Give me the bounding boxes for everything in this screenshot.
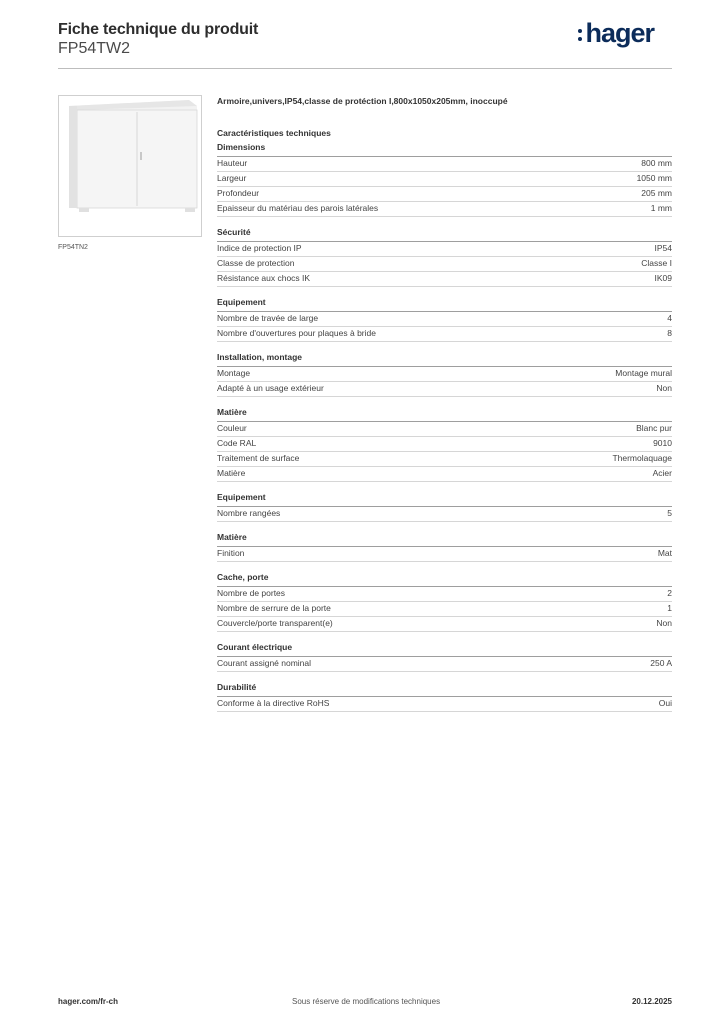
spec-group-title: Dimensions bbox=[217, 142, 672, 157]
spec-group-title: Installation, montage bbox=[217, 352, 672, 367]
spec-group bbox=[217, 572, 672, 632]
spec-label: Adapté à un usage extérieur bbox=[217, 383, 324, 393]
spec-label: Nombre de travée de large bbox=[217, 313, 319, 323]
spec-row bbox=[217, 172, 672, 187]
logo-dots-icon bbox=[578, 26, 583, 43]
spec-label: Classe de protection bbox=[217, 258, 295, 268]
section-title: Caractéristiques techniques bbox=[217, 128, 331, 138]
hager-logo[interactable] bbox=[578, 18, 654, 48]
spec-row bbox=[217, 437, 672, 452]
spec-label: Hauteur bbox=[217, 158, 248, 168]
spec-label: Conforme à la directive RoHS bbox=[217, 698, 330, 708]
spec-value: 1050 mm bbox=[636, 173, 672, 183]
spec-label: Traitement de surface bbox=[217, 453, 300, 463]
spec-row bbox=[217, 452, 672, 467]
spec-value: 2 bbox=[667, 588, 672, 598]
spec-label: Nombre de serrure de la porte bbox=[217, 603, 331, 613]
spec-row bbox=[217, 467, 672, 482]
spec-row bbox=[217, 507, 672, 522]
spec-value: IK09 bbox=[654, 273, 672, 283]
spec-label: Nombre d'ouvertures pour plaques à bride bbox=[217, 328, 376, 338]
spec-group bbox=[217, 682, 672, 712]
spec-label: Courant assigné nominal bbox=[217, 658, 312, 668]
spec-groups bbox=[217, 142, 672, 712]
spec-value: 205 mm bbox=[641, 188, 672, 198]
spec-value: Mat bbox=[657, 548, 672, 558]
spec-label: Epaisseur du matériau des parois latérales bbox=[217, 203, 379, 213]
spec-row bbox=[217, 602, 672, 617]
spec-row bbox=[217, 697, 672, 712]
footer-website-link[interactable]: hager.com/fr-ch bbox=[58, 997, 119, 1006]
spec-value: Thermolaquage bbox=[612, 453, 672, 463]
spec-row bbox=[217, 187, 672, 202]
spec-label: Code RAL bbox=[217, 438, 257, 448]
spec-group bbox=[217, 407, 672, 482]
spec-group bbox=[217, 492, 672, 522]
spec-label: Résistance aux chocs IK bbox=[217, 273, 311, 283]
spec-row bbox=[217, 657, 672, 672]
spec-row bbox=[217, 242, 672, 257]
spec-value: 4 bbox=[667, 313, 672, 323]
page-title: Fiche technique du produit bbox=[58, 21, 259, 38]
spec-group-title: Sécurité bbox=[217, 227, 672, 242]
spec-value: Non bbox=[656, 618, 672, 628]
spec-value: Classe I bbox=[641, 258, 672, 268]
spec-label: Nombre de portes bbox=[217, 588, 286, 598]
spec-label: Indice de protection IP bbox=[217, 243, 302, 253]
spec-row bbox=[217, 547, 672, 562]
image-caption: FP54TN2 bbox=[58, 244, 88, 251]
header-divider bbox=[58, 68, 672, 69]
cabinet-image bbox=[59, 96, 201, 236]
spec-label: Couvercle/porte transparent(e) bbox=[217, 618, 333, 628]
spec-value: 800 mm bbox=[641, 158, 672, 168]
spec-row bbox=[217, 157, 672, 172]
spec-group bbox=[217, 352, 672, 397]
spec-group bbox=[217, 142, 672, 217]
spec-row bbox=[217, 382, 672, 397]
product-reference: FP54TW2 bbox=[58, 40, 131, 57]
spec-row bbox=[217, 587, 672, 602]
spec-row bbox=[217, 422, 672, 437]
spec-value: 1 mm bbox=[650, 203, 672, 213]
spec-group bbox=[217, 532, 672, 562]
spec-group-title: Cache, porte bbox=[217, 572, 672, 587]
product-description: Armoire,univers,IP54,classe de protéction I,800x1050x205mm, inoccupé bbox=[217, 96, 508, 106]
spec-value: 250 A bbox=[650, 658, 672, 668]
spec-group bbox=[217, 297, 672, 342]
spec-label: Profondeur bbox=[217, 188, 260, 198]
spec-value: 5 bbox=[667, 508, 672, 518]
page-header bbox=[58, 20, 672, 70]
spec-value: 8 bbox=[667, 328, 672, 338]
spec-content bbox=[217, 96, 672, 722]
spec-value: Montage mural bbox=[615, 368, 672, 378]
spec-row bbox=[217, 202, 672, 217]
spec-label: Finition bbox=[217, 548, 245, 558]
spec-label: Nombre rangées bbox=[217, 508, 281, 518]
spec-group-title: Matière bbox=[217, 407, 672, 422]
spec-group-title: Courant électrique bbox=[217, 642, 672, 657]
spec-value: 9010 bbox=[653, 438, 672, 448]
product-image bbox=[58, 95, 202, 237]
spec-group-title: Durabilité bbox=[217, 682, 672, 697]
spec-group-title: Matière bbox=[217, 532, 672, 547]
spec-value: 1 bbox=[667, 603, 672, 613]
footer-date: 20.12.2025 bbox=[631, 997, 672, 1006]
spec-label: Matière bbox=[217, 468, 246, 478]
spec-group-title: Equipement bbox=[217, 492, 672, 507]
spec-row bbox=[217, 257, 672, 272]
spec-value: Non bbox=[656, 383, 672, 393]
spec-group-title: Equipement bbox=[217, 297, 672, 312]
spec-group bbox=[217, 227, 672, 287]
spec-group bbox=[217, 642, 672, 672]
spec-row bbox=[217, 367, 672, 382]
footer-notice: Sous réserve de modifications techniques bbox=[292, 997, 441, 1006]
spec-value: Acier bbox=[652, 468, 672, 478]
spec-value: Oui bbox=[658, 698, 672, 708]
spec-label: Montage bbox=[217, 368, 251, 378]
spec-value: Blanc pur bbox=[636, 423, 672, 433]
spec-label: Couleur bbox=[217, 423, 247, 433]
spec-label: Largeur bbox=[217, 173, 247, 183]
spec-row bbox=[217, 327, 672, 342]
spec-row bbox=[217, 312, 672, 327]
spec-row bbox=[217, 272, 672, 287]
spec-row bbox=[217, 617, 672, 632]
spec-value: IP54 bbox=[654, 243, 672, 253]
logo-text: hager bbox=[585, 18, 654, 48]
